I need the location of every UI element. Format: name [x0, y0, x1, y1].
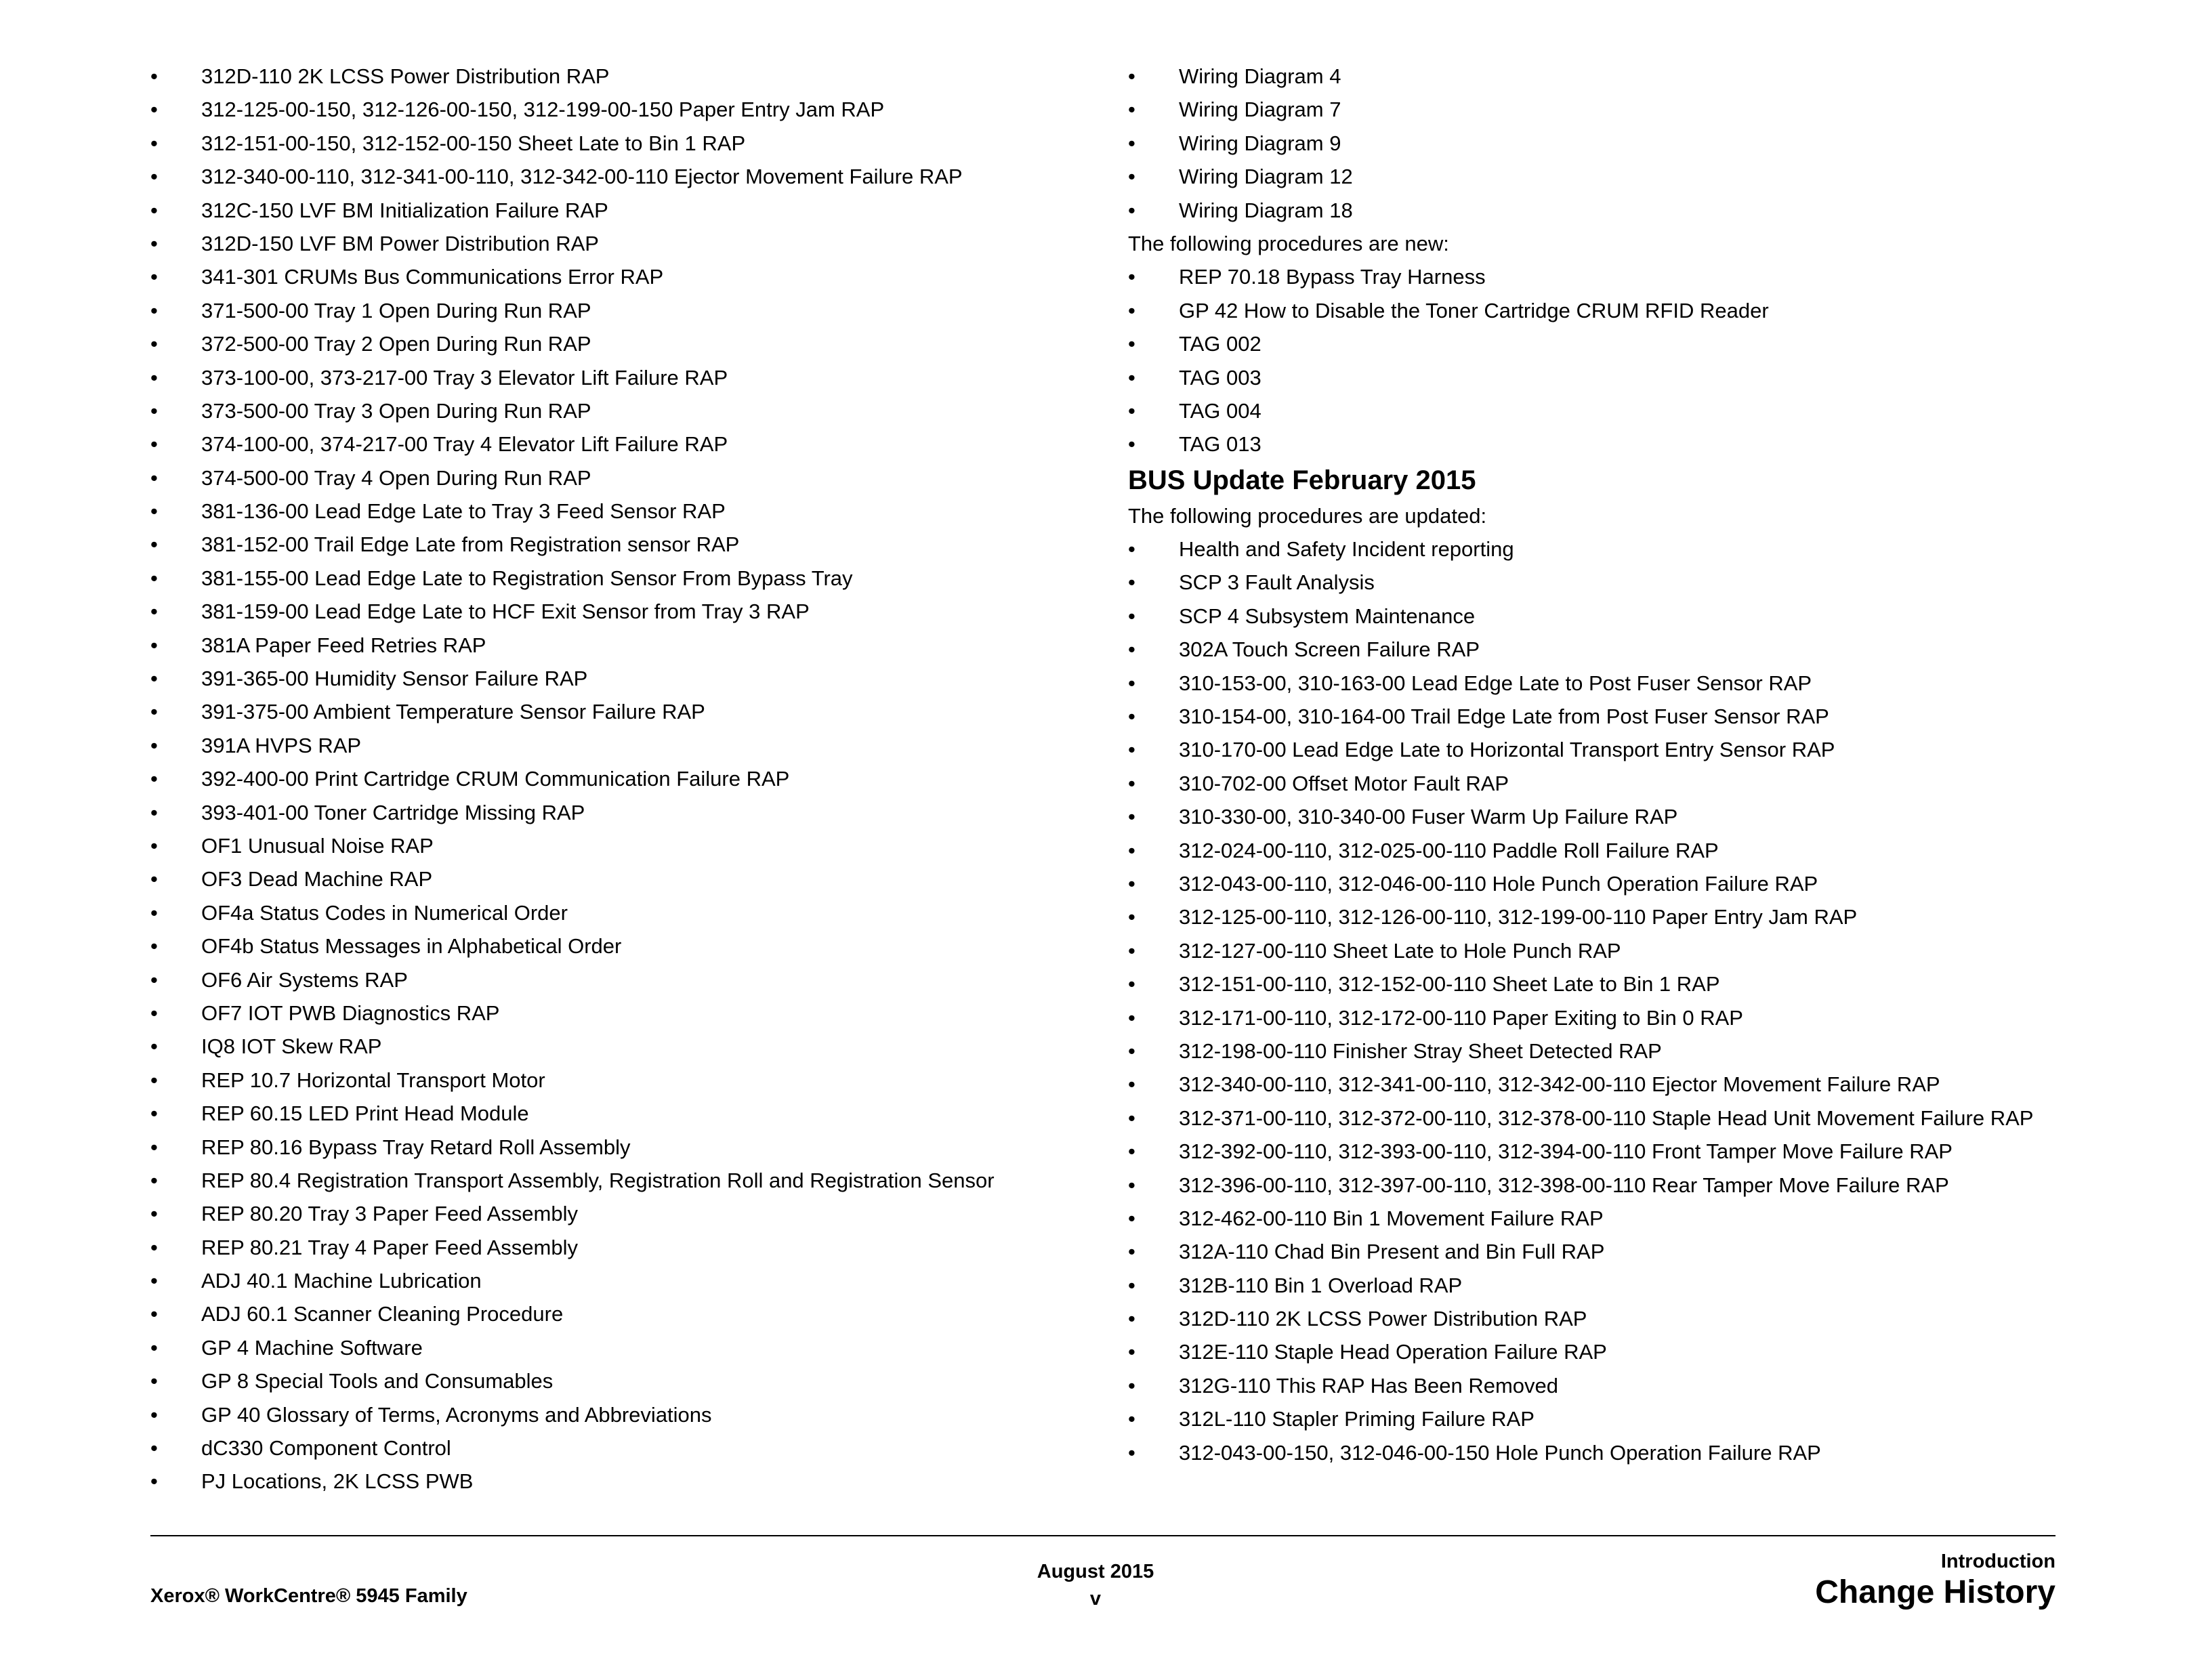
- list-item: [1128, 1405, 2060, 1433]
- list-item: [150, 597, 1079, 625]
- list-item: [150, 865, 1079, 893]
- list-item: [1128, 1272, 2060, 1299]
- list-item: [150, 163, 1079, 190]
- list-item-text: TAG 003: [1179, 365, 1261, 390]
- bullet-icon: •: [150, 566, 158, 590]
- list-item-text: 312B-110 Bin 1 Overload RAP: [1179, 1273, 1463, 1297]
- list-item: [1128, 602, 2060, 630]
- bullet-icon: •: [150, 833, 158, 858]
- footer-right: [1815, 1549, 2056, 1612]
- bullet-icon: •: [150, 432, 158, 457]
- bullet-icon: •: [1128, 432, 1135, 457]
- list-item-text: 312-125-00-150, 312-126-00-150, 312-199-00-150 Paper Entry Jam RAP: [201, 98, 885, 122]
- bullet-icon: •: [150, 398, 158, 423]
- list-item-text: 391-375-00 Ambient Temperature Sensor Failure RAP: [201, 700, 705, 724]
- list-item: [150, 732, 1079, 759]
- list-item-text: 374-100-00, 374-217-00 Tray 4 Elevator Lift Failure RAP: [201, 432, 728, 457]
- bullet-icon: •: [150, 967, 158, 992]
- bullet-icon: •: [150, 1202, 158, 1226]
- bullet-icon: •: [150, 800, 158, 824]
- bullet-icon: •: [150, 231, 158, 255]
- list-item: [150, 1200, 1079, 1227]
- list-item: [150, 1066, 1079, 1094]
- list-item: [150, 330, 1079, 358]
- updated-procedures-intro: The following procedures are updated:: [1128, 503, 1487, 528]
- list-item-text: TAG 013: [1179, 432, 1261, 457]
- list-item: [150, 62, 1079, 90]
- list-item-text: 312D-110 2K LCSS Power Distribution RAP: [1179, 1307, 1587, 1331]
- list-item-text: SCP 3 Fault Analysis: [1179, 570, 1375, 595]
- list-item-text: 312L-110 Stapler Priming Failure RAP: [1179, 1407, 1535, 1431]
- new-procedures-intro: The following procedures are new:: [1128, 231, 1449, 255]
- list-item: [1128, 1070, 2060, 1098]
- list-item-text: 381-155-00 Lead Edge Late to Registration Sensor From Bypass Tray: [201, 566, 853, 590]
- bullet-icon: •: [150, 767, 158, 791]
- list-item-text: 381-136-00 Lead Edge Late to Tray 3 Feed Sensor RAP: [201, 499, 726, 524]
- list-item: [1128, 430, 2060, 458]
- list-item-text: 312-043-00-150, 312-046-00-150 Hole Punch Operation Failure RAP: [1179, 1440, 1821, 1465]
- bullet-icon: •: [150, 1001, 158, 1025]
- bullet-icon: •: [150, 64, 158, 88]
- list-item: [1128, 970, 2060, 998]
- list-item-text: 372-500-00 Tray 2 Open During Run RAP: [201, 332, 591, 356]
- list-item: [150, 799, 1079, 826]
- list-item: [1128, 1037, 2060, 1065]
- list-item-text: 312C-150 LVF BM Initialization Failure RAP: [201, 198, 608, 222]
- bullet-icon: •: [1128, 1307, 1135, 1331]
- list-item-text: 312-371-00-110, 312-372-00-110, 312-378-00-110 Staple Head Unit Movement Failure RAP: [1179, 1106, 2034, 1130]
- bullet-icon: •: [1128, 1106, 1135, 1130]
- bullet-icon: •: [150, 1335, 158, 1360]
- bullet-icon: •: [150, 1402, 158, 1427]
- list-item: [1128, 1238, 2060, 1265]
- list-item-text: 312-151-00-150, 312-152-00-150 Sheet Late to Bin 1 RAP: [201, 131, 746, 155]
- list-item: [1128, 635, 2060, 663]
- list-item-text: 373-100-00, 373-217-00 Tray 3 Elevator Lift Failure RAP: [201, 365, 728, 390]
- right-column: [1128, 62, 2060, 1472]
- list-item: [1128, 330, 2060, 358]
- bullet-icon: •: [1128, 165, 1135, 189]
- bullet-icon: •: [1128, 805, 1135, 829]
- list-item: [1128, 736, 2060, 763]
- list-item-text: GP 40 Glossary of Terms, Acronyms and Abbreviations: [201, 1402, 712, 1427]
- list-item: [150, 1234, 1079, 1261]
- list-item-text: 310-153-00, 310-163-00 Lead Edge Late to Post Fuser Sensor RAP: [1179, 671, 1812, 695]
- bullet-icon: •: [150, 700, 158, 724]
- list-item: [150, 530, 1079, 558]
- bullet-icon: •: [1128, 1240, 1135, 1264]
- list-item-text: REP 80.4 Registration Transport Assembly, Registration Roll and Registration Sensor: [201, 1168, 995, 1192]
- list-item: [150, 1032, 1079, 1060]
- list-item-text: SCP 4 Subsystem Maintenance: [1179, 604, 1476, 628]
- list-item: [1128, 937, 2060, 965]
- bullet-icon: •: [1128, 1407, 1135, 1431]
- list-item-text: OF3 Dead Machine RAP: [201, 867, 433, 891]
- bullet-icon: •: [150, 867, 158, 891]
- bullet-icon: •: [1128, 365, 1135, 390]
- list-item: [1128, 870, 2060, 898]
- list-item-text: REP 80.16 Bypass Tray Retard Roll Assembly: [201, 1135, 631, 1159]
- updated-procedures-list: [1128, 535, 2060, 1467]
- bullet-icon: •: [1128, 537, 1135, 562]
- list-item-text: GP 42 How to Disable the Toner Cartridge CRUM RFID Reader: [1179, 298, 1769, 322]
- bullet-icon: •: [1128, 98, 1135, 122]
- list-item: [1128, 297, 2060, 324]
- list-item: [1128, 1004, 2060, 1032]
- wiring-diagram-list: [1128, 62, 2060, 224]
- list-item: [1128, 535, 2060, 563]
- list-item-text: Wiring Diagram 18: [1179, 198, 1353, 222]
- list-item: [1128, 1104, 2060, 1132]
- bullet-icon: •: [150, 98, 158, 122]
- bullet-icon: •: [1128, 905, 1135, 929]
- list-item: [150, 129, 1079, 157]
- list-item-text: 381-159-00 Lead Edge Late to HCF Exit Sensor from Tray 3 RAP: [201, 600, 810, 624]
- list-item-text: 341-301 CRUMs Bus Communications Error RAP: [201, 265, 664, 289]
- list-item-text: ADJ 40.1 Machine Lubrication: [201, 1269, 482, 1293]
- list-item: [150, 1401, 1079, 1429]
- bullet-icon: •: [150, 465, 158, 490]
- list-item: [1128, 96, 2060, 123]
- list-item: [1128, 62, 2060, 90]
- list-item-text: Wiring Diagram 12: [1179, 165, 1353, 189]
- list-item: [1128, 1305, 2060, 1332]
- list-item: [150, 765, 1079, 793]
- list-item-text: 312-171-00-110, 312-172-00-110 Paper Exiting to Bin 0 RAP: [1179, 1005, 1743, 1030]
- footer-section-name: Introduction: [1940, 1551, 2056, 1572]
- list-item: [150, 397, 1079, 425]
- list-item-text: REP 60.15 LED Print Head Module: [201, 1101, 529, 1126]
- list-item-text: 312-392-00-110, 312-393-00-110, 312-394-00-110 Front Tamper Move Failure RAP: [1179, 1139, 1953, 1164]
- list-item: [1128, 1171, 2060, 1199]
- bullet-icon: •: [150, 1469, 158, 1494]
- bullet-icon: •: [1128, 64, 1135, 88]
- bullet-icon: •: [1128, 1005, 1135, 1030]
- list-item: [150, 631, 1079, 659]
- list-item-text: 312D-150 LVF BM Power Distribution RAP: [201, 231, 599, 255]
- list-item: [1128, 1372, 2060, 1400]
- list-item-text: 310-330-00, 310-340-00 Fuser Warm Up Failure RAP: [1179, 805, 1678, 829]
- list-item: [150, 1434, 1079, 1462]
- list-item-text: OF4a Status Codes in Numerical Order: [201, 900, 568, 925]
- bullet-icon: •: [150, 532, 158, 557]
- list-item-text: PJ Locations, 2K LCSS PWB: [201, 1469, 474, 1494]
- list-item-text: 312D-110 2K LCSS Power Distribution RAP: [201, 64, 610, 88]
- bullet-icon: •: [1128, 131, 1135, 155]
- list-item: [150, 932, 1079, 960]
- bullet-icon: •: [1128, 1373, 1135, 1398]
- list-item-text: 373-500-00 Tray 3 Open During Run RAP: [201, 398, 591, 423]
- list-item-text: 312-198-00-110 Finisher Stray Sheet Detected RAP: [1179, 1038, 1662, 1063]
- list-item: [1128, 669, 2060, 697]
- bullet-icon: •: [150, 667, 158, 691]
- list-item-text: 371-500-00 Tray 1 Open During Run RAP: [201, 298, 591, 322]
- list-item: [150, 464, 1079, 492]
- bullet-icon: •: [150, 1369, 158, 1393]
- list-item: [1128, 129, 2060, 157]
- bullet-icon: •: [1128, 1072, 1135, 1097]
- bullet-icon: •: [150, 633, 158, 657]
- bullet-icon: •: [1128, 1139, 1135, 1164]
- list-item: [150, 1167, 1079, 1194]
- list-item-text: 312-125-00-110, 312-126-00-110, 312-199-00-110 Paper Entry Jam RAP: [1179, 905, 1858, 929]
- bullet-icon: •: [150, 131, 158, 155]
- bullet-icon: •: [150, 1302, 158, 1326]
- list-item-text: 393-401-00 Toner Cartridge Missing RAP: [201, 800, 585, 824]
- bullet-icon: •: [150, 165, 158, 189]
- bullet-icon: •: [1128, 637, 1135, 662]
- list-item: [1128, 803, 2060, 831]
- bullet-icon: •: [150, 265, 158, 289]
- list-item: [1128, 1204, 2060, 1232]
- list-item-text: TAG 004: [1179, 398, 1261, 423]
- bullet-icon: •: [1128, 1340, 1135, 1364]
- list-item-text: 312-151-00-110, 312-152-00-110 Sheet Late to Bin 1 RAP: [1179, 972, 1720, 996]
- bullet-icon: •: [150, 1135, 158, 1159]
- list-item: [150, 1133, 1079, 1161]
- footer-date: August 2015: [1037, 1561, 1154, 1582]
- list-item: [150, 698, 1079, 726]
- list-item: [150, 564, 1079, 592]
- list-item-text: Wiring Diagram 7: [1179, 98, 1341, 122]
- list-item-text: 312A-110 Chad Bin Present and Bin Full RAP: [1179, 1240, 1605, 1264]
- bullet-icon: •: [150, 298, 158, 322]
- footer-page-number: v: [1089, 1588, 1102, 1610]
- new-procedures-list: [1128, 263, 2060, 458]
- list-item-text: 312-340-00-110, 312-341-00-110, 312-342-00-110 Ejector Movement Failure RAP: [201, 165, 963, 189]
- list-item: [150, 966, 1079, 994]
- list-item-text: 302A Touch Screen Failure RAP: [1179, 637, 1480, 662]
- list-item: [150, 196, 1079, 224]
- bullet-icon: •: [1128, 1038, 1135, 1063]
- footer-divider: [150, 1535, 2056, 1536]
- bullet-icon: •: [1128, 738, 1135, 762]
- bullet-icon: •: [150, 1436, 158, 1461]
- bullet-icon: •: [1128, 771, 1135, 795]
- list-item: [150, 1467, 1079, 1495]
- list-item-text: 381-152-00 Trail Edge Late from Registration sensor RAP: [201, 532, 740, 557]
- list-item-text: 310-170-00 Lead Edge Late to Horizontal Transport Entry Sensor RAP: [1179, 738, 1835, 762]
- list-item: [150, 230, 1079, 257]
- bullet-icon: •: [1128, 332, 1135, 356]
- bullet-icon: •: [1128, 705, 1135, 729]
- list-item: [1128, 1338, 2060, 1366]
- bullet-icon: •: [150, 1235, 158, 1259]
- bullet-icon: •: [1128, 938, 1135, 963]
- list-item-text: 312-340-00-110, 312-341-00-110, 312-342-00-110 Ejector Movement Failure RAP: [1179, 1072, 1940, 1097]
- list-item: [1128, 397, 2060, 425]
- bullet-icon: •: [150, 365, 158, 390]
- list-item-text: IQ8 IOT Skew RAP: [201, 1034, 382, 1059]
- list-item-text: 391A HVPS RAP: [201, 733, 362, 757]
- list-item: [1128, 903, 2060, 931]
- list-item-text: 374-500-00 Tray 4 Open During Run RAP: [201, 465, 591, 490]
- list-item: [150, 1367, 1079, 1395]
- bullet-icon: •: [150, 1068, 158, 1092]
- list-item-text: Wiring Diagram 9: [1179, 131, 1341, 155]
- list-item-text: 312-024-00-110, 312-025-00-110 Paddle Roll Failure RAP: [1179, 838, 1719, 862]
- list-item-text: OF6 Air Systems RAP: [201, 967, 408, 992]
- list-item-text: ADJ 60.1 Scanner Cleaning Procedure: [201, 1302, 564, 1326]
- list-item-text: Wiring Diagram 4: [1179, 64, 1341, 88]
- list-item-text: 392-400-00 Print Cartridge CRUM Communication Failure RAP: [201, 767, 790, 791]
- footer-product-name: Xerox® WorkCentre® 5945 Family: [150, 1585, 467, 1607]
- list-item: [150, 832, 1079, 860]
- list-item: [1128, 163, 2060, 190]
- bullet-icon: •: [1128, 1273, 1135, 1297]
- bullet-icon: •: [150, 900, 158, 925]
- bullet-icon: •: [1128, 871, 1135, 896]
- bullet-icon: •: [150, 733, 158, 757]
- list-item: [150, 364, 1079, 392]
- bullet-icon: •: [1128, 1173, 1135, 1197]
- list-item: [1128, 837, 2060, 864]
- bullet-icon: •: [1128, 398, 1135, 423]
- list-item-text: Health and Safety Incident reporting: [1179, 537, 1514, 562]
- footer-page-title: Change History: [1815, 1574, 2056, 1610]
- list-item-text: REP 10.7 Horizontal Transport Motor: [201, 1068, 545, 1092]
- list-item: [1128, 364, 2060, 392]
- bullet-icon: •: [150, 1168, 158, 1192]
- list-item-text: 310-702-00 Offset Motor Fault RAP: [1179, 771, 1509, 795]
- list-item-text: GP 4 Machine Software: [201, 1335, 423, 1360]
- bullet-icon: •: [1128, 604, 1135, 628]
- list-item: [150, 1300, 1079, 1328]
- list-item-text: 312-043-00-110, 312-046-00-110 Hole Punch Operation Failure RAP: [1179, 871, 1818, 896]
- list-item-text: 312-396-00-110, 312-397-00-110, 312-398-00-110 Rear Tamper Move Failure RAP: [1179, 1173, 1949, 1197]
- bullet-icon: •: [1128, 298, 1135, 322]
- list-item: [1128, 770, 2060, 797]
- bullet-icon: •: [1128, 1440, 1135, 1465]
- left-column: [150, 62, 1079, 1501]
- bullet-icon: •: [1128, 198, 1135, 222]
- list-item-text: 312E-110 Staple Head Operation Failure RAP: [1179, 1340, 1607, 1364]
- list-item-text: 310-154-00, 310-164-00 Trail Edge Late from Post Fuser Sensor RAP: [1179, 705, 1829, 729]
- list-item-text: dC330 Component Control: [201, 1436, 451, 1461]
- list-item-text: 312-127-00-110 Sheet Late to Hole Punch RAP: [1179, 938, 1621, 963]
- list-item: [150, 999, 1079, 1027]
- list-item-text: TAG 002: [1179, 332, 1261, 356]
- list-item: [150, 1099, 1079, 1127]
- section-heading: BUS Update February 2015: [1128, 465, 1476, 495]
- list-item: [150, 899, 1079, 927]
- list-item: [1128, 1439, 2060, 1467]
- bullet-icon: •: [150, 1101, 158, 1126]
- list-item-text: 381A Paper Feed Retries RAP: [201, 633, 486, 657]
- list-item: [1128, 702, 2060, 730]
- list-item: [150, 263, 1079, 291]
- list-item-text: OF1 Unusual Noise RAP: [201, 833, 434, 858]
- list-item: [150, 297, 1079, 324]
- list-item-text: OF4b Status Messages in Alphabetical Order: [201, 934, 622, 959]
- list-item-text: 312G-110 This RAP Has Been Removed: [1179, 1373, 1559, 1398]
- bullet-icon: •: [1128, 671, 1135, 695]
- bullet-icon: •: [1128, 972, 1135, 996]
- bullet-icon: •: [1128, 838, 1135, 862]
- list-item: [150, 497, 1079, 525]
- list-item: [1128, 196, 2060, 224]
- list-item-text: REP 80.21 Tray 4 Paper Feed Assembly: [201, 1235, 579, 1259]
- list-item-text: GP 8 Special Tools and Consumables: [201, 1369, 554, 1393]
- list-item-text: OF7 IOT PWB Diagnostics RAP: [201, 1001, 500, 1025]
- bullet-icon: •: [1128, 1206, 1135, 1230]
- bullet-icon: •: [150, 600, 158, 624]
- list-item-text: REP 70.18 Bypass Tray Harness: [1179, 265, 1486, 289]
- list-item: [150, 1267, 1079, 1295]
- list-item: [150, 665, 1079, 692]
- list-item: [1128, 263, 2060, 291]
- bullet-icon: •: [150, 499, 158, 524]
- list-item: [150, 96, 1079, 123]
- list-item: [1128, 568, 2060, 596]
- list-item-text: REP 80.20 Tray 3 Paper Feed Assembly: [201, 1202, 579, 1226]
- list-item: [1128, 1137, 2060, 1165]
- footer-center: [960, 1558, 1231, 1612]
- list-item: [150, 430, 1079, 458]
- list-item: [150, 1334, 1079, 1362]
- bullet-icon: •: [1128, 570, 1135, 595]
- bullet-icon: •: [150, 934, 158, 959]
- bullet-icon: •: [1128, 265, 1135, 289]
- bullet-icon: •: [150, 1034, 158, 1059]
- list-item-text: 312-462-00-110 Bin 1 Movement Failure RAP: [1179, 1206, 1604, 1230]
- bullet-icon: •: [150, 1269, 158, 1293]
- bullet-icon: •: [150, 332, 158, 356]
- list-item-text: 391-365-00 Humidity Sensor Failure RAP: [201, 667, 588, 691]
- bullet-icon: •: [150, 198, 158, 222]
